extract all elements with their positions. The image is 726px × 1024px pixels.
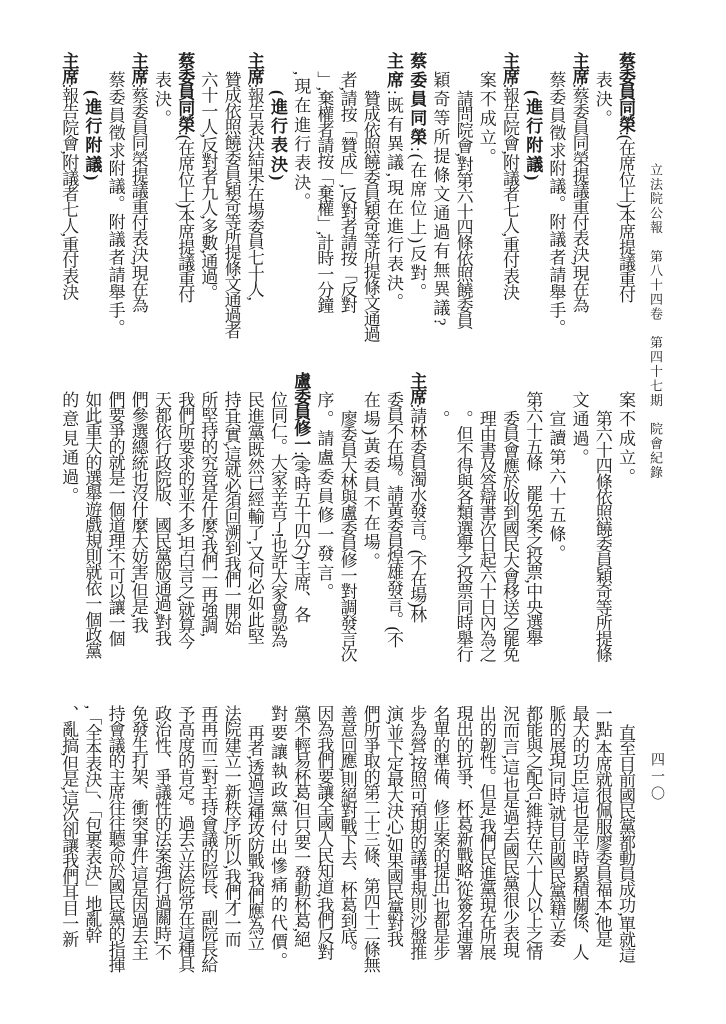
text-column: 。 <box>430 410 450 430</box>
text-column: 民進黨既然已經輸了,又何必如此堅 <box>244 391 264 645</box>
text-column: 序。請盧委員修一發言。 <box>314 391 334 603</box>
text-column: 們參選總統也沒什麼大妨害,但是,我 <box>128 391 148 633</box>
text-column: ,「全本表決」、「包裹表決」地亂幹 <box>82 705 102 943</box>
text-column: 主席:請林委員濁水發言。(不在場)林 <box>407 372 427 622</box>
text-column: 案不成立。 <box>616 391 635 487</box>
text-column: 因為我們要讓全國人民知道,我們反對 <box>314 705 334 960</box>
text-column: 蔡委員同榮:(在席位上)反對。 <box>407 52 427 303</box>
text-column: 主席:蔡委員同榮提議重付表決,現在為 <box>128 52 148 312</box>
text-column: 免發生打架、衝突事件,這是因過去主 <box>128 705 148 960</box>
text-column: 、亂搞,但是,這次卻讓我們耳目一新 <box>59 705 79 947</box>
text-column: 在場)黃委員不在場。 <box>360 391 380 572</box>
text-column: (進行表決) <box>268 90 287 183</box>
text-column: 主席:既有異議,現在進行表決。 <box>384 52 403 312</box>
text-column: 都能與之配合,維持在六十人以上之情 <box>523 705 543 960</box>
text-column: 們所爭取的第二十三條、第四十二條無 <box>360 705 380 972</box>
text-column: 的意見通過。 <box>59 391 79 507</box>
text-column: 穎奇等所提條文通過有無異議? <box>430 71 450 328</box>
text-column: 予高度的肯定。過去立法院常在這種具 <box>175 705 195 972</box>
page-number: 四一〇 <box>649 752 664 803</box>
text-column: ,現在進行表決。 <box>291 71 311 212</box>
text-column: 主席:報告表決結果:在場委員七十人, <box>244 52 264 300</box>
text-column: 況而言,這也是過去國民黨很少表現 <box>500 705 519 959</box>
text-column: 脈的展現,同時,就目前國民黨籍立委 <box>546 705 566 947</box>
text-column: 第六十五條 罷免案之投票,中央選舉 <box>523 391 543 646</box>
text-column: 文通過。 <box>569 391 589 468</box>
text-column: 善意回應,則絕對戰下去、杯葛到底。 <box>337 705 357 960</box>
text-column: 表決。 <box>592 71 612 129</box>
text-column: 一點,本席就很佩服廖委員福本,他是 <box>592 705 612 947</box>
text-column: 宣讀第六十五條。 <box>546 410 566 564</box>
text-column: 再再而三對主持會議的院長、副院長給 <box>198 705 218 972</box>
text-column: 演,並下定最大決心,如果國民黨對我 <box>384 705 403 947</box>
text-column: 主席:報告院會,附議者七人,重付表決 <box>500 52 519 300</box>
text-column: (進行附議) <box>82 90 102 183</box>
text-column: 六十一人,反對者九人,多數,通過。 <box>198 71 218 300</box>
text-column: 法院建立一新秩序,所以,我們才一而 <box>221 705 241 947</box>
text-column: 。但不得與各類選舉之投票同時舉行 <box>453 410 473 662</box>
text-column: (進行附議) <box>523 90 543 183</box>
text-column: 天都依行政院版、國民黨版通過,對我 <box>152 391 171 646</box>
text-column: 再者,透過這種攻防戰,我們應為立 <box>244 724 264 950</box>
text-column: 蔡委員徵求附議。附議者請舉手。 <box>546 71 566 337</box>
text-column: 持!其實,這就必須回溯到我們一開始 <box>221 391 241 634</box>
text-column: 委員不在場。請黃委員煌雄發言。(不 <box>384 391 403 647</box>
text-column: 蔡委員同榮:(在席位上)本席提議重付 <box>616 52 635 302</box>
text-column: 名單的準備、修正案的提出,也都是步 <box>430 705 450 960</box>
text-column: 表決。 <box>152 71 171 129</box>
text-column: 理由書及答辯書次日起六十日內為之 <box>476 410 496 662</box>
text-column: 黨不輕易杯葛,但只要一發動杯葛,絕 <box>291 705 311 947</box>
text-column: 蔡委員同榮:(在席位上)本席提議重付 <box>175 52 195 302</box>
text-column: 最大的功臣,這也是平時累積關係、人 <box>569 705 589 960</box>
text-column: 主席:報告院會,附議者七人,重付表決 <box>59 52 79 300</box>
text-column: 第六十四條依照饒委員穎奇等所提條 <box>592 410 612 662</box>
text-column: 」,棄權者請按「棄權」,計時一分鐘 <box>314 71 334 313</box>
text-column: 政治性、爭議性的法案強行過關時,不 <box>152 705 171 960</box>
text-column: 步為營,按照可預期的議事規則沙盤推 <box>407 705 427 960</box>
text-column: 如此重大的選舉遊戲規則就依一個政黨 <box>82 391 102 658</box>
text-column: 蔡委員徵求附議。附議者請舉手。 <box>105 71 125 337</box>
text-column: 位同仁。大家辛苦了!也許大家會認為 <box>268 391 287 647</box>
text-column: 請問院會,對第六十四條依照饒委員 <box>453 90 473 329</box>
text-column: 持會議的主席往往聽命於國民黨的指揮 <box>105 705 125 972</box>
text-column: 主席:蔡委員同榮提議重付表決,現在為 <box>569 52 589 312</box>
text-column: 對要讓執政黨付出慘痛的代價。 <box>268 705 287 971</box>
text-column: 案不成立。 <box>476 71 496 167</box>
text-column: 廖委員大林與盧委員修一對調發言次 <box>337 410 357 662</box>
text-column: 者,請按「贊成」,反對者請按「反對 <box>337 71 357 313</box>
text-column: 我們所要求的並不多,坦白言之,就算今 <box>175 391 195 649</box>
text-column: 現出的抗爭、杯葛新戰略,從簽名連署 <box>453 705 473 960</box>
text-column: 所堅持的究竟是什麼?我們一再強調, <box>198 391 218 636</box>
text-column: 出的韌性。但是,我們民進黨現在所展 <box>476 705 496 960</box>
text-column: 們要爭的就是一個道理;不可以讓一個 <box>105 391 125 646</box>
text-column: 贊成依照饒委員穎奇等所提條文通過 <box>360 90 380 342</box>
text-column: 贊成依照饒委員穎奇等所提條文通過者 <box>221 71 241 338</box>
text-column: 盧委員修一:(零時五十四分)主席、各 <box>291 372 311 622</box>
text-column: 委員會應於收到國民大會移送之罷免 <box>500 410 519 662</box>
gazette-masthead: 立法院公報 第八十四卷 第四十七期 院會紀錄 <box>648 163 663 480</box>
text-column: 直至目前國民黨都動員成功,單就這 <box>616 724 635 963</box>
